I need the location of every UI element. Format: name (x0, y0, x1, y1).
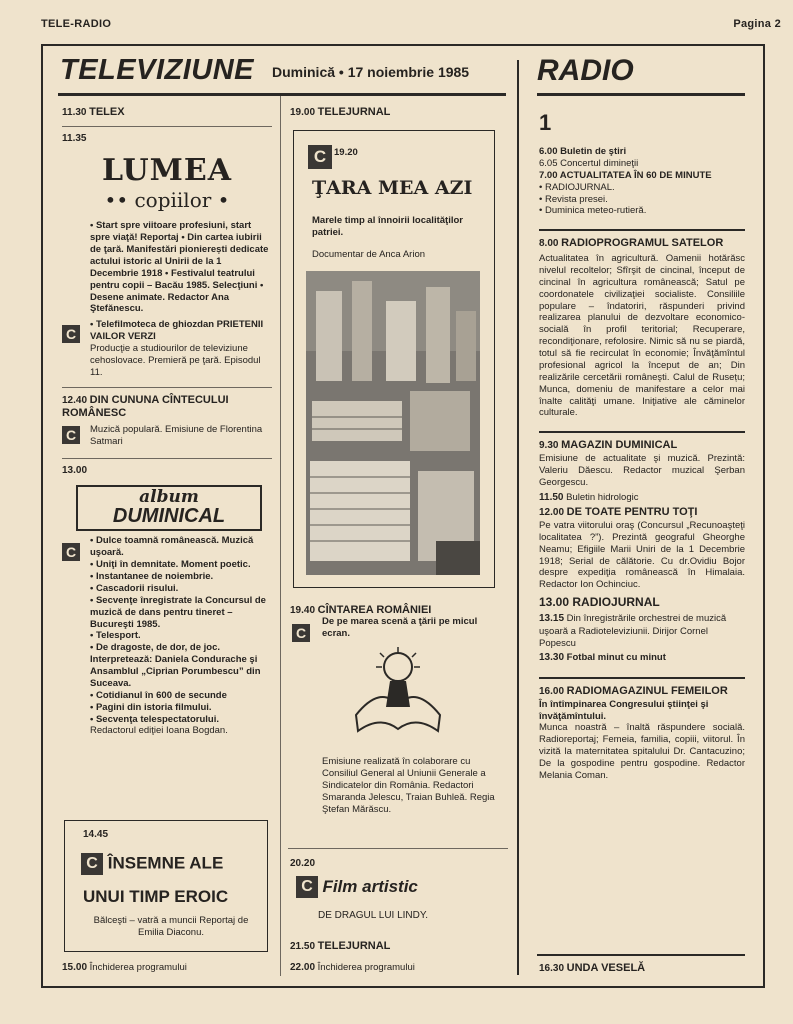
lumea-time: 11.35 (62, 132, 87, 144)
tv-date: Duminică • 17 noiembrie 1985 (272, 64, 470, 80)
femeilor-sub: În întîmpinarea Congresului ştiinţei şi învăţămîntului. (539, 698, 709, 722)
magazin-label: MAGAZIN DUMINICAL (561, 439, 678, 452)
column-divider (517, 60, 519, 975)
femeilor-time: 16.00 (539, 685, 565, 697)
inreg-time: 13.15 (539, 613, 565, 625)
rj-time: 13.00 (539, 595, 570, 610)
tara-title: ŢARA MEA AZI (312, 177, 473, 199)
album-item: • Secvenţa telespectatorului. (90, 713, 219, 725)
insemne-line2: UNUI TIMP EROIC (83, 887, 229, 906)
tara-doc: Documentar de Anca Arion (312, 249, 426, 260)
tv-title-rule (58, 93, 506, 96)
inchidere1-label: Închiderea programului (89, 962, 187, 973)
toate-time: 12.00 (539, 507, 565, 519)
tara-desc: Marele timp al înnoirii localităţilor patriei. (312, 215, 463, 238)
tara-time: 19.20 (334, 147, 358, 158)
radio-title-rule (537, 93, 745, 96)
rj-label: RADIOJURNAL (572, 595, 660, 610)
unda-label: UNDA VESELĂ (566, 962, 646, 974)
sate-text: Actualitatea în agricultură. Oamenii hotărăsc nivelul recoltelor; Sfîrşit de cincinal, început de cincinal în agricultura românească; Satul pe coordonatele civilizaţiei socialiste. Consiliile populare – îndatoriri, răspunderi privind realizarea planului de dezvoltare economico-socială în profil teritorial; Recuperare, recondiţionare, refolosire. Nimic să nu se piardă, totul să fie recirculat în economie; Învăţămîntul profesional agricol la început de an; Din realizările cercetării româneşti. Calul de Rusețu; Munca, domeniu de manifestare a celor mai înalte calităţi umane. Iniţiative ale căminelor culturale. (539, 253, 745, 419)
radio-bottom-rule (537, 954, 745, 956)
telejurnal-time: 19.00 (290, 107, 316, 118)
fotbal-time: 13.30 (539, 652, 565, 664)
tara-box (293, 130, 495, 588)
radio-item: • RADIOJURNAL. (539, 181, 615, 193)
album-redactor: Redactorul ediţiei Ioana Bogdan. (90, 725, 228, 737)
radio-title: RADIO (537, 54, 634, 87)
inchidere2-label: Închiderea programului (317, 962, 415, 973)
inchidere1-time: 15.00 (62, 962, 88, 973)
album-item: • Secvenţe înregistrate la Concursul de muzică de dans pentru tineret – Bucureşti 1985. (90, 594, 266, 630)
femeilor-label: RADIOMAGAZINUL FEMEILOR (566, 684, 728, 697)
cintarea-desc: De pe marea scenă a ţării pe micul ecran. (322, 616, 478, 639)
hidro-label: Buletin hidrologic (566, 491, 639, 503)
cintarea-emblem (350, 645, 446, 745)
tv-title: TELEVIZIUNE (60, 54, 255, 86)
hidro-time: 11.50 (539, 491, 564, 503)
divider (288, 848, 508, 849)
telejurnal-label: TELEJURNAL (317, 106, 391, 118)
fotbal-label: Fotbal minut cu minut (566, 652, 666, 664)
album-item: • Cascadorii risului. (90, 582, 179, 594)
film-sub: DE DRAGUL LUI LINDY. (318, 910, 429, 921)
telejurnal2-label: TELEJURNAL (317, 940, 391, 952)
album-item: • Pagini din istoria filmului. (90, 701, 212, 713)
channel-c-icon: C (308, 145, 332, 169)
insemne-time: 14.45 (83, 829, 109, 840)
cununa-time: 12.40 (62, 394, 88, 406)
channel-c-icon: C (296, 876, 318, 898)
page-header-left: TELE-RADIO (41, 18, 112, 30)
album-item: • Instantanee de noiembrie. (90, 571, 214, 582)
radio-item: 6.00 Buletin de ştiri (539, 146, 627, 157)
channel-c-icon: C (62, 325, 80, 343)
toate-text: Pe vatra viitorului oraş (Concursul „Recunoaşteţi localitatea ?”). Prezintă geograful Gheorghe Neamu; Efigiile Marii Uniri de la 1 Decembrie 1918; Serial de călătorie. Cu dr.Ovidiu Bojor despre expediţia românească în Himalaia. Redactor Ion Ochinciuc. (539, 519, 745, 591)
copiilor-logo: •• copiilor • (104, 188, 230, 213)
duminical-logo: DUMINICAL (112, 505, 226, 528)
film-title: Film artistic (322, 877, 418, 896)
sate-label: RADIOPROGRAMUL SATELOR (561, 237, 724, 250)
channel-c-icon: C (62, 426, 80, 444)
inchidere2-time: 22.00 (290, 962, 316, 973)
unda-time: 16.30 (539, 963, 565, 974)
lumea-logo: LUMEA (102, 153, 232, 189)
femeilor-text: Munca noastră – înaltă răspundere socială. Radioreportaj; Femeia, familia, copiii, viitorul. În vizită la maternitatea spitalului Dr. Cantacuzino; De la gospodine pentru gospodine. Redactor Melania Coman. (539, 722, 745, 781)
cununa-label: DIN CUNUNA CÎNTECULUI ROMÂNESC (62, 393, 229, 420)
album-logo: album (139, 487, 199, 508)
album-item: • Uniţi în demnitate. Moment poetic. (90, 559, 251, 571)
city-photo (306, 271, 480, 575)
insemne-desc: Bălceşti – vatră a muncii Reportaj de Emilia Diaconu. (93, 915, 249, 938)
album-item: • Telesport. (90, 630, 141, 642)
telefilm-label: • Telefilmoteca de ghiozdan PRIETENII VAILOR VERZI (90, 319, 264, 343)
radio-item: • Revista presei. (539, 193, 608, 205)
insemne-line1: ÎNSEMNE ALE (107, 853, 224, 873)
telejurnal2-time: 21.50 (290, 941, 316, 952)
telex-label: TELEX (89, 106, 125, 118)
inreg-label: Din înregistrările orchestrei de muzică uşoară a Radioteleviziunii. Dirijor Cornel Popescu (539, 613, 727, 649)
magazin-desc: Emisiune de actualitate şi muzică. Prezintă: Valeriu Dăescu. Redactor muzical Şerban Georgescu. (539, 453, 745, 488)
album-item: • Dulce toamnă românească. Muzică uşoară. (90, 535, 254, 559)
insemne-box (64, 820, 268, 952)
album-time: 13.00 (62, 464, 88, 476)
cintarea-time: 19.40 (290, 605, 316, 616)
column-divider-thin (280, 96, 281, 976)
channel-c-icon: C (62, 543, 80, 561)
cintarea-text: Emisiune realizată în colaborare cu Consiliul General al Uniunii Generale a Sindicatelor din România. Redactori Smaranda Jelescu, Traian Buhleă. Regia Ştefan Mărăscu. (322, 756, 495, 815)
telex-time: 11.30 (62, 107, 87, 118)
telefilm-desc: Producţie a studiourilor de televiziune cehoslovace. Premieră pe ţară. Episodul 11. (90, 343, 261, 378)
film-time: 20.20 (290, 858, 316, 869)
channel-c-icon: C (292, 624, 310, 642)
radio-item: 6.05 Concertul dimineţii (539, 157, 639, 169)
page-number: Pagina 2 (733, 18, 781, 30)
sate-time: 8.00 (539, 238, 559, 250)
album-item: • De dragoste, de dor, de joc. Interpretează: Daniela Condurache şi Ansamblul „Ciprian Porumbescu” din Suceava. (90, 642, 261, 689)
lumea-text: • Start spre viitoare profesiuni, start spre viaţă! Reportaj • Din cartea iubirii de ţară. Manifestări pionierești dedicate actului istoric al Unirii de la 1 Decembrie 1918 • Festivalul teatrului pentru copii – Bacău 1985. Selecţiuni • Desene animate. Redactor Ana Ştefănescu. (90, 220, 269, 315)
toate-label: DE TOATE PENTRU TOŢI (566, 506, 698, 519)
cununa-desc: Muzică populară. Emisiune de Florentina Satmari (90, 424, 263, 447)
magazin-time: 9.30 (539, 440, 559, 452)
radio-channel: 1 (539, 110, 552, 135)
radio-item: 7.00 ACTUALITATEA ÎN 60 DE MINUTE (539, 169, 712, 181)
radio-item: • Duminica meteo-rutieră. (539, 205, 647, 217)
album-item: • Cotidianul în 600 de secunde (90, 689, 227, 701)
channel-c-icon: C (81, 853, 103, 875)
cintarea-label: CÎNTAREA ROMÂNIEI (317, 604, 432, 616)
